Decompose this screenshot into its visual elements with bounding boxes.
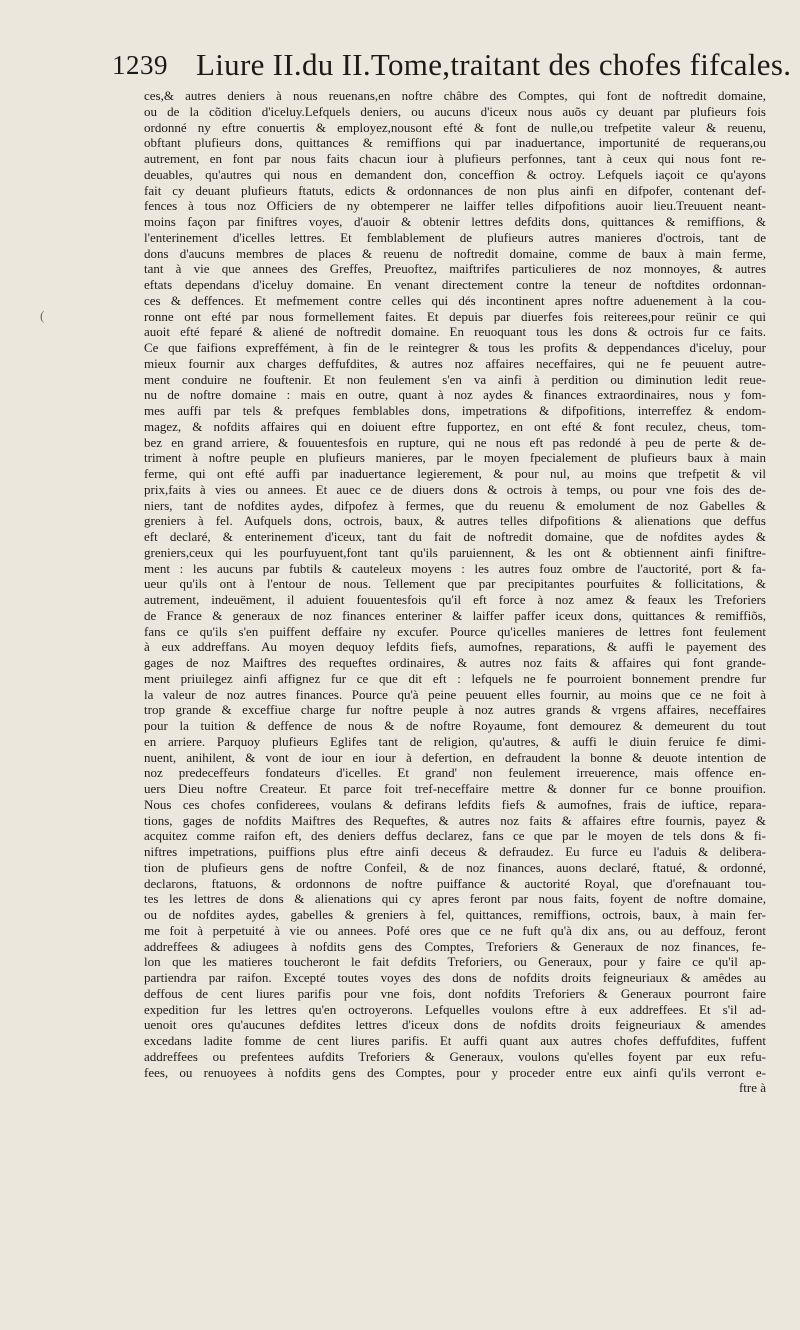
text-line: me foit à perpetuité à vie ou annees. Pofé ores que ce ne fuft qu'à dix ans, ou au deffouz, feront <box>144 922 766 938</box>
text-line: ferme, qui ont efté auffi par inaduertance legierement, & pour nul, au moins que trefpetit & vil <box>144 466 766 481</box>
text-line: greniers,ceux qui les pourfuyuent,font tant qu'ils paruiennent, & les ont & obtiennent ainfi finiftre- <box>144 544 766 560</box>
text-line: deffous de cent liures parifis pour vne fois, dont nofdits Treforiers & Generaux pourront faire <box>144 985 766 1001</box>
text-line: trop grande & exceffiue charge fur noftre peuple à noz autres grands & vrgens affaires, neceffaires <box>144 702 766 718</box>
text-line: mes auffi par tels & prefques femblables dons, impetrations & difpofitions, interreffez & endom- <box>144 403 766 418</box>
text-line: ou de la cõdition d'iceluy.Lefquels deniers, ou aucuns d'iceux nous auõs cy deuant par plufieurs fois <box>144 103 766 119</box>
text-line: acquitez comme raifon eft, des deniers deffus declarez, fans ce que par le moyen de tels dons & fi- <box>144 828 766 844</box>
text-line: ueur qu'ils ont à l'entour de nous. Tellement que par precipitantes pourfuites & follicitations, & <box>144 576 766 592</box>
text-line: fees, ou renuoyees à nofdits gens des Comptes, pour y proceder entre eux ainfi qu'ils verront e- <box>144 1064 766 1080</box>
text-line: Nous ces chofes confiderees, voulans & defirans lefdits fiefs & aumofnes, frais de iuftice, repara- <box>144 796 766 812</box>
text-line: eft declaré, & enterinement d'iceux, tant du fait de noftredit domaine, que de nofdites aydes & <box>144 529 766 544</box>
page-number: 1239 <box>112 50 168 80</box>
text-line: ces & deffences. Et mefmement contre celles qui dés incontinent apres noftre aduenement à la cou- <box>144 292 766 308</box>
text-line: niftres impetrations, puiffions plus eftre ainfi deceus & defraudez. Eu furce eu l'aduis & delibera- <box>144 844 766 859</box>
text-line: prix,faits à vies ou annees. Et auec ce de diuers dons & octrois à temps, ou pour vne fois des de- <box>144 481 766 497</box>
text-line: bez en grand arriere, & fouuentesfois en rupture, qui ne nous eft pas redondé à peu de perte & de- <box>144 434 766 450</box>
text-line: tion de plufieurs gens de noftre Confeil, & de noz finances, auons declaré, ftatué, & ordonné, <box>144 859 766 875</box>
text-line: la valeur de noz autres finances. Pource qu'à peine peuuent elles fournir, au moins que ce ne foit à <box>144 686 766 702</box>
text-line: l'enterinement d'icelles lettres. Et femblablement de plufieurs autres manieres d'octrois, tant de <box>144 229 766 245</box>
text-line: fans ce qu'ils s'en puiffent deffaire ny excufer. Pource qu'icelles manieres de lettres font feulement <box>144 623 766 639</box>
text-line: niers, tant de nofdites aydes, difpofez à fermes, que du reuenu & emolument de noz Gabelles & <box>144 497 766 513</box>
text-line: auoit efté feparé & aliené de noftredit domaine. En reuoquant tous les dons & octrois fur ce faits. <box>144 324 766 340</box>
text-line: ces,& autres deniers à nous reuenans,en noftre châbre des Comptes, qui font de noftredit domaine, <box>144 88 766 103</box>
text-line: de France & generaux de noz finances enteriner & laiffer paffer iceux dons, quittances & remiffiõs, <box>144 607 766 623</box>
text-line: mieux fournir aux charges deffufdites, & autres noz affaires neceffaires, qui ne fe peuuent autre- <box>144 355 766 371</box>
text-line: magez, & nofdits affaires qui en doiuent eftre fupportez, en ont efté & font reculez, cheus, tom- <box>144 418 766 434</box>
text-line: ronne ont efté par nous formellement faites. Et depuis par diuerfes fois reiterees,pour reünir ce qui <box>144 308 766 324</box>
text-line: ftre à <box>738 1080 766 1096</box>
text-line: noz predeceffeurs fondateurs d'icelles. Et grand' non feulement irreuerence, mais offence en- <box>144 765 766 781</box>
margin-mark: ( <box>40 308 45 323</box>
text-line: lon que les matieres toucheront le fait defdits Treforiers, ou Generaux, pour y faire ce qu'il ap- <box>144 954 766 970</box>
text-line: partiendra par raifon. Excepté toutes voyes des dons de nofdits droits feigneuriaux & amêdes au <box>144 970 766 985</box>
text-line: obftant plufieurs dons, quittances & remiffions qui par inaduertance, importunité de requerans,ou <box>144 135 766 151</box>
text-line: addreffees ou prefentees aufdits Treforiers & Generaux, voulons qu'elles foyent par eux refu- <box>144 1048 766 1064</box>
text-line: addreffees & adiugees à nofdits gens des Comptes, Treforiers & Generaux de noz finances, fe- <box>144 938 766 954</box>
text-line: en arriere. Parquoy plufieurs Eglifes tant de religion, qu'autres, & auffi le diuin feruice fe dimi- <box>144 733 766 749</box>
text-line: nuent, anihilent, & vont de iour en iour à defertion, en defraudent la bonne & deuote intention de <box>144 749 766 765</box>
text-line: à eux addreffans. Au moyen dequoy lefdits fiefs, aumofnes, reparations, & auffi le payement des <box>144 639 766 655</box>
text-line: eftats dependans d'iceluy domaine. En venant directement contre la teneur de noftdites ordonnan- <box>144 277 766 292</box>
text-line: triment à noftre peuple en plufieurs manieres, par le moyen fpecialement de plufieurs baux à main <box>144 450 766 466</box>
text-line: excedans ladite fomme de cent liures parifis. Et auffi quant aux autres chofes deffufdites, fuffent <box>144 1033 766 1048</box>
text-line: autrement, en font par nous faits chacun iour à plufieurs perfonnes, tant à ceux qui nous font re- <box>144 151 766 166</box>
text-line: moins façon par finiftres voyes, d'auoir & obtenir lettres defdits dons, quittances & remiffions, & <box>144 214 766 229</box>
body-text <box>144 88 766 1096</box>
text-line: autrement, indeuëment, il aduient fouuentesfois qu'il eft force à noz amez & feaux les Treforiers <box>144 592 766 607</box>
text-line: ordonné ny eftre conuertis & employez,nousont efté & font de nulle,ou trefpetite valeur & reuenu, <box>144 119 766 135</box>
text-line: gages de noz Maiftres des requeftes ordinaires, & autres noz faits & affaires qui font grande- <box>144 655 766 670</box>
text-line: tes les lettres de dons & alienations qui cy apres feront par nous faits, foyent de noftre domaine, <box>144 891 766 907</box>
text-line: tions, gages de nofdits Maiftres des Requeftes, & autres noz faits & affaires eftre fournis, payez & <box>144 812 766 828</box>
text-line: uers Dieu noftre Createur. Et parce foit tref-neceffaire mettre & donner fur ce bonne prouifion. <box>144 781 766 796</box>
text-line: fences à tous noz Officiers de ny obtemperer ne laiffer telles difpofitions auoir lieu.Treuuent neant- <box>144 198 766 214</box>
text-line: dons d'aucuns membres de places & reuenu de noftredit domaine, comme de baux à main ferme, <box>144 245 766 261</box>
text-line: deuables, qu'autres qui nous en demandent don, conceffion & octroy. Lefquels iaçoit ce qu'ayons <box>144 166 766 182</box>
text-line: ment : les aucuns par fubtils & cauteleux moyens : les autres fouz ombre de l'auctorité, port & fa- <box>144 560 766 576</box>
text-line: nu de noftre domaine : mais en outre, quant à noz aydes & finances extraordinaires, nous y fom- <box>144 387 766 403</box>
text-line: Ce que faifions expreffément, à fin de le reintegrer & tous les profits & deppendances d'iceluy, pour <box>144 340 766 355</box>
text-line: uenoit ores qu'aucunes defdites lettres d'iceux dons de nofdits droits feigneuriaux & amendes <box>144 1017 766 1033</box>
text-line: ment conduire ne fouftenir. Et non feulement s'en va ainfi à perdition ou diminution ledit reue- <box>144 371 766 387</box>
text-line: ment priuilegez ainfi affignez fur ce que dit eft : lefquels ne fe pourroient bonnement prendre fur <box>144 670 766 686</box>
running-title: Liure II.du II.Tome,traitant des chofes fifcales. <box>196 47 792 82</box>
text-line: fait cy deuant plufieurs ftatuts, edicts & ordonnances de non plus ainfi en difpofer, contenant def- <box>144 182 766 198</box>
text-line: tant à vie que annees des Greffes, Preuoftez, maiftrifes particulieres de noz monnoyes, & autres <box>144 261 766 277</box>
text-line: expedition fur les lettres qu'en octroyerons. Lefquelles voulons eftre à eux addreffees. Et s'il ad- <box>144 1001 766 1017</box>
text-line: pour la tuition & deffence de nous & de noftre Royaume, font demourez & demeurent du tout <box>144 718 766 733</box>
text-line: declarons, ftatuons, & ordonnons de noftre puiffance & auctorité Royal, que d'orefnauant tou- <box>144 875 766 891</box>
text-line: greniers à fel. Aufquels dons, octrois, baux, & autres telles difpofitions & alienations que deffus <box>144 513 766 529</box>
text-line: ou de nofdites aydes, gabelles & greniers à fel, quittances, remiffions, octrois, baux, à main fer- <box>144 907 766 922</box>
